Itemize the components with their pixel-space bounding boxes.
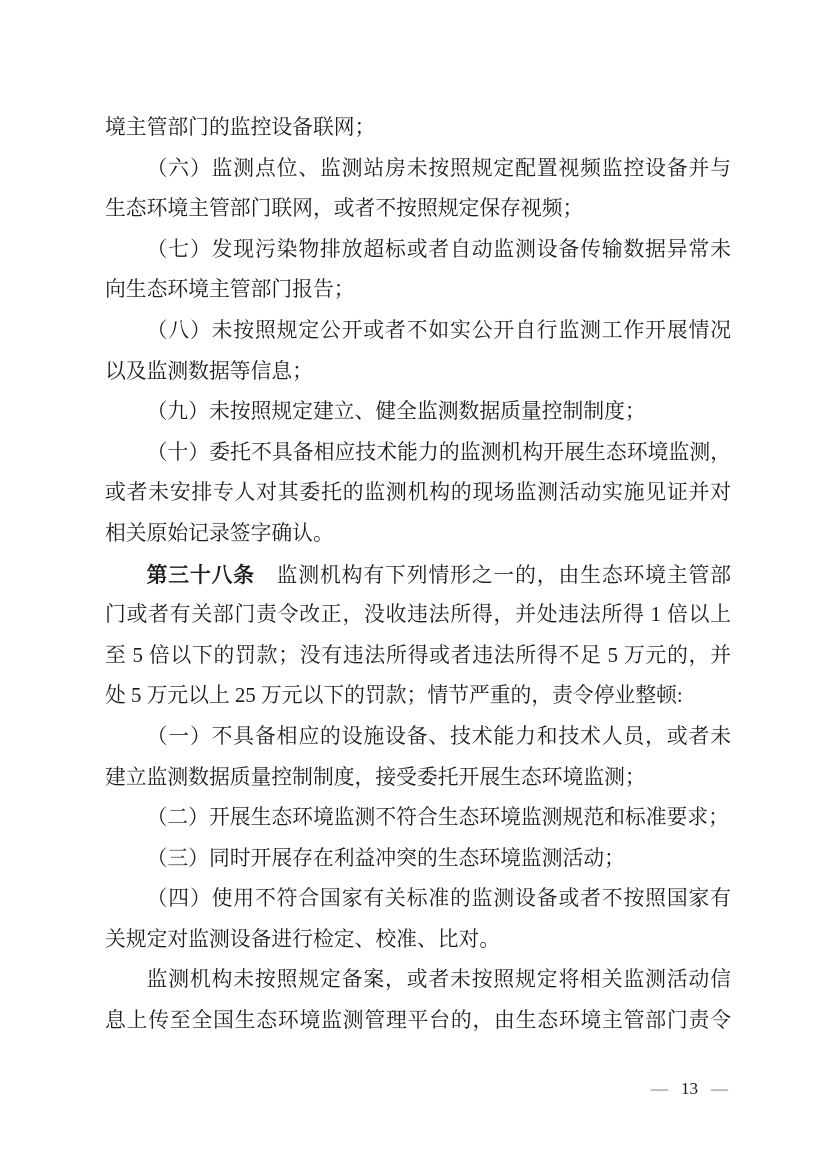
text-line — [105, 798, 731, 839]
text-segment: （二）开展生态环境监测不符合生态环境监测规范和标准要求； — [146, 806, 729, 830]
text-line — [105, 555, 731, 596]
text-line — [105, 392, 731, 433]
text-line — [105, 311, 731, 352]
document-body-text — [105, 108, 731, 1042]
text-segment: 以及监测数据等信息； — [105, 359, 313, 383]
text-segment: 处 5 万元以上 25 万元以下的罚款；情节严重的，责令停业整顿: — [105, 684, 683, 708]
text-line — [105, 473, 731, 514]
text-segment: 建立监测数据质量控制制度，接受委托开展生态环境监测； — [105, 765, 646, 789]
text-segment: 相关原始记录签字确认。 — [105, 521, 334, 545]
text-segment: （三）同时开展存在利益冲突的生态环境监测活动； — [146, 846, 625, 870]
text-segment: 监测机构有下列情形之一的，由生态环境主管部 — [254, 563, 731, 587]
text-line — [105, 108, 731, 149]
text-segment: 生态环境主管部门联网，或者不按照规定保存视频； — [105, 197, 584, 221]
article-number-heading: 第三十八条 — [146, 562, 255, 587]
text-segment: 关规定对监测设备进行检定、校准、比对。 — [105, 927, 501, 951]
text-line — [105, 879, 731, 920]
text-line — [105, 433, 731, 474]
text-segment: （四）使用不符合国家有关标准的监测设备或者不按照国家有 — [146, 887, 731, 911]
text-segment: 门或者有关部门责令改正，没收违法所得，并处违法所得 1 倍以上 — [105, 603, 731, 627]
text-line — [105, 920, 731, 961]
text-line — [105, 636, 731, 677]
footer-left-dash: — — [651, 1079, 668, 1098]
text-line — [105, 960, 731, 1001]
text-line — [105, 270, 731, 311]
page-number: 13 — [681, 1079, 698, 1098]
text-segment: 境主管部门的监控设备联网； — [105, 116, 376, 139]
text-segment: （十）委托不具备相应技术能力的监测机构开展生态环境监测， — [146, 440, 731, 464]
text-segment: （八）未按照规定公开或者不如实公开自行监测工作开展情况 — [146, 318, 731, 342]
text-segment: （七）发现污染物排放超标或者自动监测设备传输数据异常未 — [146, 237, 731, 261]
text-line — [105, 230, 731, 271]
text-segment: （六）监测点位、监测站房未按照规定配置视频监控设备并与 — [146, 156, 731, 180]
text-line — [105, 595, 731, 636]
text-line — [105, 189, 731, 230]
page-footer — [651, 1078, 728, 1100]
text-line — [105, 676, 731, 717]
text-line — [105, 1001, 731, 1042]
text-line — [105, 717, 731, 758]
text-line — [105, 514, 731, 555]
text-segment: 至 5 倍以下的罚款；没有违法所得或者违法所得不足 5 万元的，并 — [105, 643, 731, 667]
text-segment: 向生态环境主管部门报告； — [105, 278, 355, 302]
text-segment: （一）不具备相应的设施设备、技术能力和技术人员，或者未 — [146, 724, 731, 748]
text-segment: 监测机构未按照规定备案，或者未按照规定将相关监测活动信 — [146, 968, 731, 992]
text-line — [105, 149, 731, 190]
footer-right-dash: — — [711, 1079, 728, 1098]
text-segment: （九）未按照规定建立、健全监测数据质量控制制度； — [146, 400, 646, 424]
text-line — [105, 839, 731, 880]
text-segment: 息上传至全国生态环境监测管理平台的，由生态环境主管部门责令 — [105, 1009, 731, 1033]
text-segment: 或者未安排专人对其委托的监测机构的现场监测活动实施见证并对 — [105, 481, 731, 505]
text-line — [105, 352, 731, 393]
text-line — [105, 758, 731, 799]
